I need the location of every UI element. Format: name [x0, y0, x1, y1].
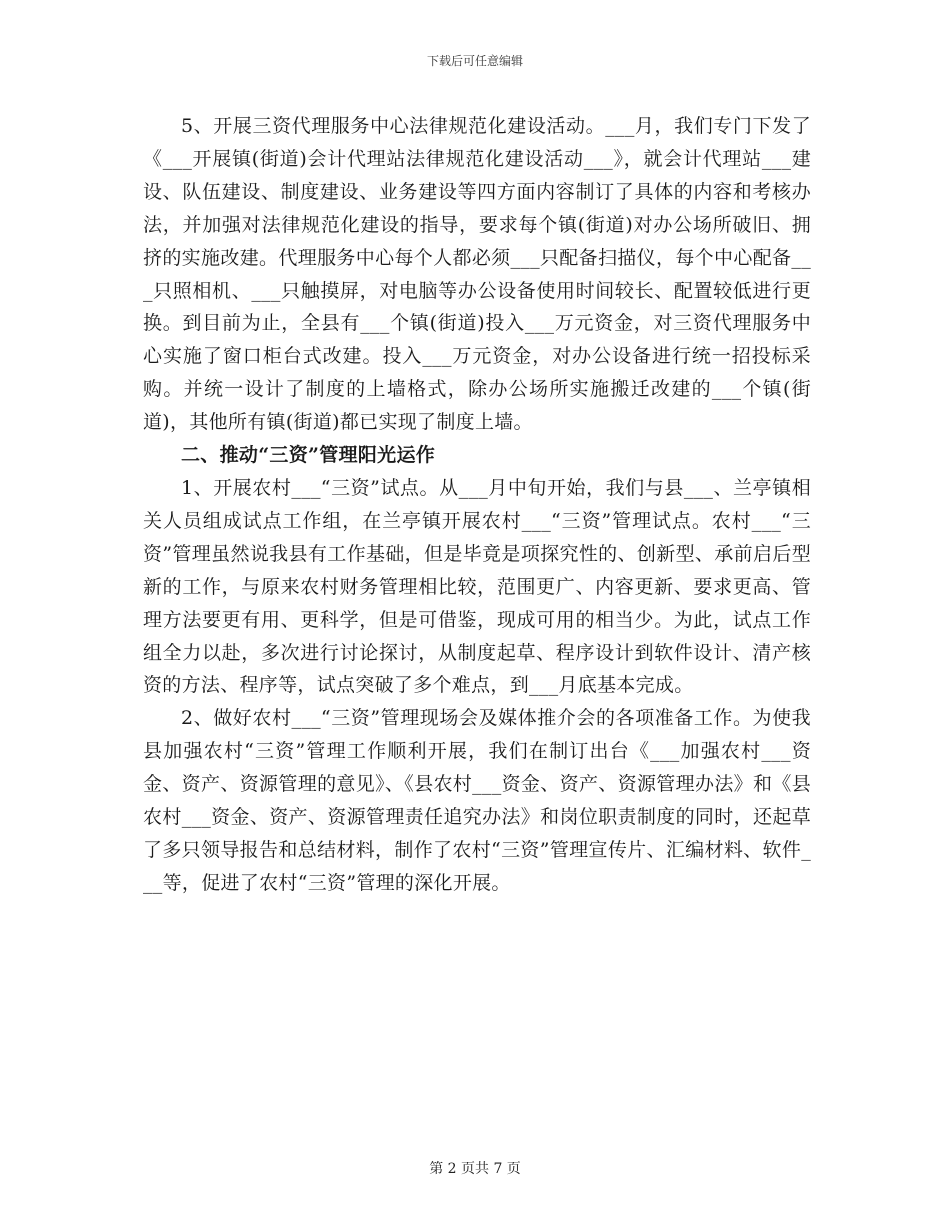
paragraph-item-2: 2、做好农村___“三资”管理现场会及媒体推介会的各项准备工作。为使我县加强农村“三资”管理工作顺利开展，我们在制订出台《___加强农村___资金、资产、资源管理的意见》、《县农村___资金、资产、资源管理办法》和《县农村___资金、资产、资源管理责任追究办法》和岗位职责制度的同时，还起草了多只领导报告和总结材料，制作了农村“三资”管理宣传片、汇编材料、软件___等，促进了农村“三资”管理的深化开展。	[143, 707, 811, 894]
page-number: 第 2 页共 7 页	[429, 1161, 521, 1177]
section-heading: 二、推动“三资”管理阳光运作	[181, 444, 436, 467]
document-body	[143, 110, 811, 900]
paragraph-item-5: 5、开展三资代理服务中心法律规范化建设活动。___月，我们专门下发了《___开展镇(街道)会计代理站法律规范化建设活动___》，就会计代理站___建设、队伍建设、制度建设、业务建设等四方面内容制订了具体的内容和考核办法，并加强对法律规范化建设的指导，要求每个镇(街道)对办公场所破旧、拥挤的实施改建。代理服务中心每个人都必须___只配备扫描仪，每个中心配备___只照相机、___只触摸屏，对电脑等办公设备使用时间较长、配置较低进行更换。到目前为止，全县有___个镇(街道)投入___万元资金，对三资代理服务中心实施了窗口柜台式改建。投入___万元资金，对办公设备进行统一招投标采购。并统一设计了制度的上墙格式，除办公场所实施搬迁改建的___个镇(街道)，其他所有镇(街道)都已实现了制度上墙。	[143, 115, 811, 434]
page-header: 下载后可任意编辑	[426, 54, 523, 68]
paragraph-item-1: 1、开展农村___“三资”试点。从___月中旬开始，我们与县___、兰亭镇相关人员组成试点工作组，在兰亭镇开展农村___“三资”管理试点。农村___“三资”管理虽然说我县有工作基础，但是毕竟是项探究性的、创新型、承前启后型新的工作，与原来农村财务管理相比较，范围更广、内容更新、要求更高、管理方法要更有用、更科学，但是可借鉴，现成可用的相当少。为此，试点工作组全力以赴，多次进行讨论探讨，从制度起草、程序设计到软件设计、清产核资的方法、程序等，试点突破了多个难点，到___月底基本完成。	[143, 476, 811, 697]
